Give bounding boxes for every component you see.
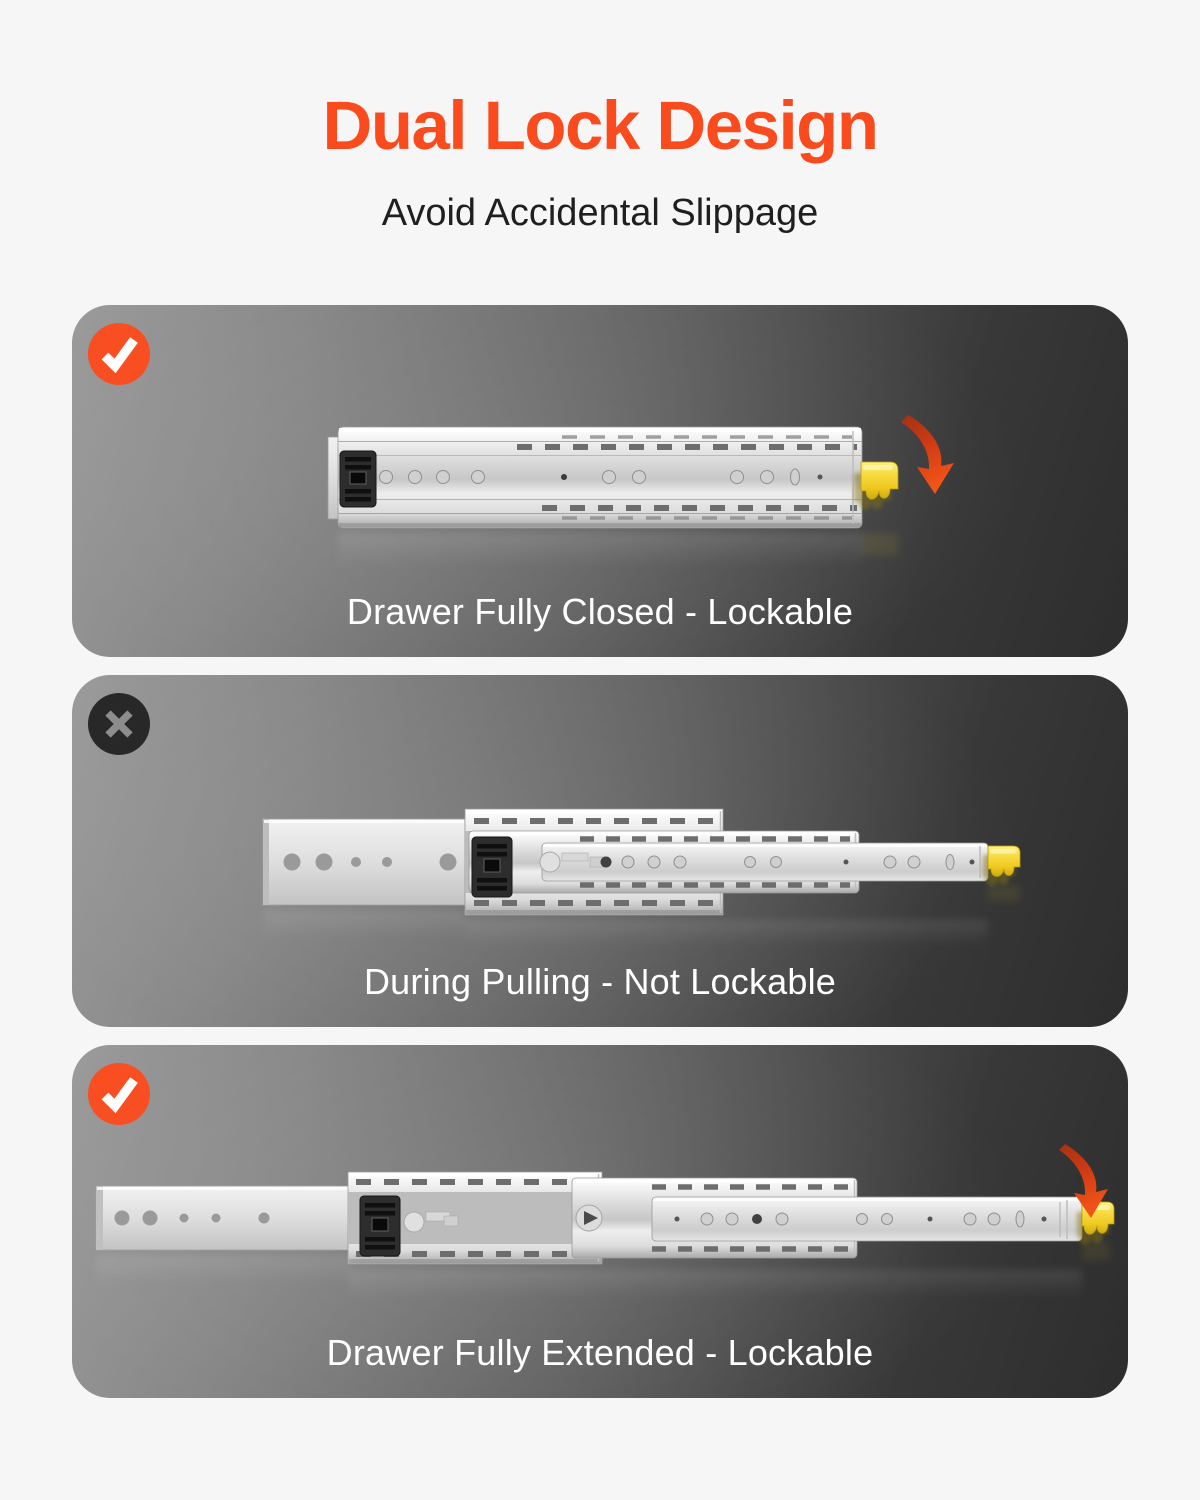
curved-down-arrow-icon [901, 415, 954, 494]
check-badge [88, 1063, 150, 1125]
yellow-lock-lever [983, 846, 1020, 886]
panel-drawer-fully-closed [72, 305, 1128, 657]
yellow-lock-lever [854, 462, 898, 510]
inner-rail [652, 1197, 1082, 1241]
drawer-slide-extended-illustration [92, 1140, 1122, 1335]
check-icon [88, 323, 150, 385]
panel-during-pulling [72, 675, 1128, 1027]
panel-caption: Drawer Fully Extended - Lockable [326, 1332, 874, 1373]
check-badge [88, 323, 150, 385]
drawer-slide-pulling-illustration [250, 795, 1025, 950]
slide-reflection [338, 533, 898, 567]
cross-icon [88, 693, 150, 755]
closed-slide-rail [328, 427, 862, 528]
release-bracket [472, 837, 512, 897]
cross-badge [88, 693, 150, 755]
outer-rail [96, 1172, 602, 1264]
page-subtitle: Avoid Accidental Slippage [381, 192, 819, 234]
check-icon [88, 1063, 150, 1125]
inner-rail [540, 843, 988, 881]
drawer-slide-closed-illustration [312, 405, 972, 595]
panel-caption: Drawer Fully Closed - Lockable [346, 591, 854, 632]
page-title: Dual Lock Design [322, 87, 878, 164]
panel-drawer-fully-extended [72, 1045, 1128, 1398]
panel-caption: During Pulling - Not Lockable [363, 961, 837, 1002]
release-bracket [340, 451, 376, 507]
